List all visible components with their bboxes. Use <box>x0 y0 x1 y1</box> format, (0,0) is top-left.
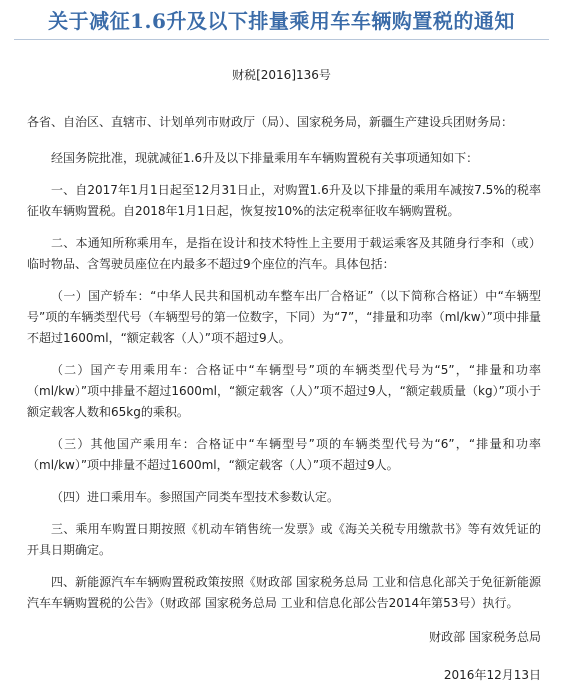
paragraph-item-1: 一、自2017年1月1日起至12月31日止，对购置1.6升及以下排量的乘用车减按7.5%的税率征收车辆购置税。自2018年1月1日起，恢复按10%的法定税率征收车辆购置税。 <box>27 183 541 218</box>
paragraph-subitem-3: （三）其他国产乘用车：合格证中“车辆型号”项的车辆类型代号为“6”，“排量和功率（ml/kw）”项中排量不超过1600ml，“额定载客（人）”项不超过9人。 <box>27 437 541 472</box>
paragraph-intro: 经国务院批准，现就减征1.6升及以下排量乘用车车辆购置税有关事项通知如下： <box>51 151 479 165</box>
paragraph-item-3: 三、乘用车购置日期按照《机动车销售统一发票》或《海关关税专用缴款书》等有效凭证的开具日期确定。 <box>27 522 541 557</box>
title-divider <box>14 39 549 40</box>
paragraph-item-4: 四、新能源汽车车辆购置税政策按照《财政部 国家税务总局 工业和信息化部关于免征新能源汽车车辆购置税的公告》（财政部 国家税务总局 工业和信息化部公告2014年第53号）执行。 <box>27 575 541 610</box>
document-number: 财税[2016]136号 <box>232 68 331 82</box>
issue-date: 2016年12月13日 <box>443 668 541 682</box>
paragraph-subitem-1: （一）国产轿车：“中华人民共和国机动车整车出厂合格证”（以下简称合格证）中“车辆型号”项的车辆类型代号（车辆型号的第一位数字，下同）为“7”，“排量和功率（ml/kw）”项中排量不超过1600ml，“额定载客（人）”项不超过9人。 <box>27 289 541 345</box>
paragraph-item-2: 二、本通知所称乘用车，是指在设计和技术特性上主要用于载运乘客及其随身行李和（或）临时物品、含驾驶员座位在内最多不超过9个座位的汽车。具体包括： <box>27 236 541 271</box>
document-title: 关于减征1.6升及以下排量乘用车车辆购置税的通知 <box>48 9 515 33</box>
signatories: 财政部 国家税务总局 <box>429 630 541 644</box>
document-body <box>27 112 541 625</box>
paragraph-subitem-4: （四）进口乘用车。参照国产同类车型技术参数认定。 <box>51 490 340 504</box>
paragraph-subitem-2: （二）国产专用乘用车：合格证中“车辆型号”项的车辆类型代号为“5”，“排量和功率（ml/kw）”项中排量不超过1600ml，“额定载客（人）”项不超过9人，“额定载质量（kg）”项小于额定载客人数和65kg的乘积。 <box>27 363 541 419</box>
addressee: 各省、自治区、直辖市、计划单列市财政厅（局）、国家税务局，新疆生产建设兵团财务局： <box>27 115 514 129</box>
